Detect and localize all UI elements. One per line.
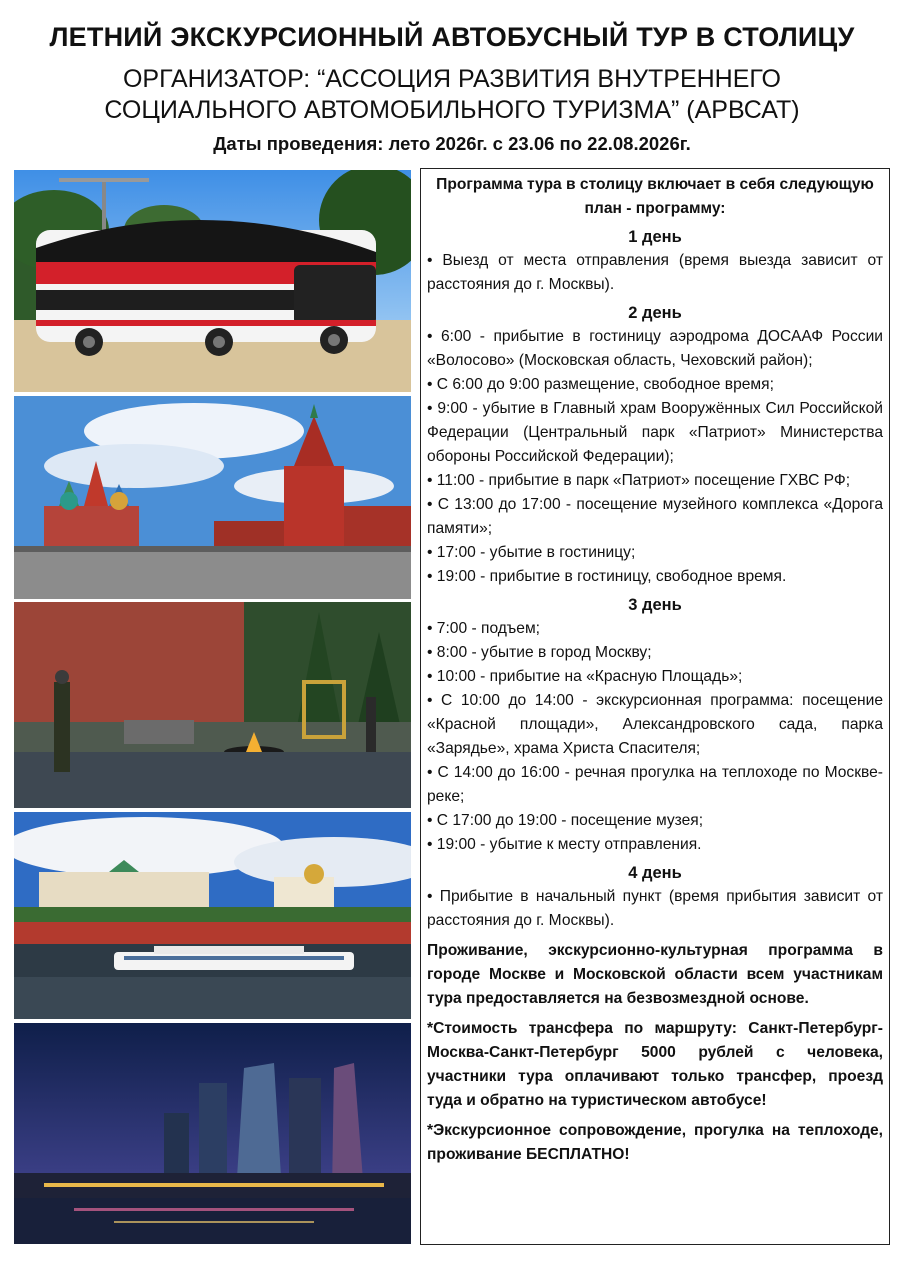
schedule-item: • 10:00 - прибытие на «Красную Площадь»; [427,668,743,685]
schedule-item: • 19:00 - убытие к месту отправления. [427,836,702,853]
red-square-photo [14,396,411,599]
day-title: 4 день [628,864,682,882]
day-title: 2 день [628,304,682,322]
eternal-flame-photo [14,602,411,808]
schedule-item: • 17:00 - убытие в гостиницу; [427,544,636,561]
moscow-city-photo [14,1023,411,1244]
organizer-line-2: СОЦИАЛЬНОГО АВТОМОБИЛЬНОГО ТУРИЗМА” (АРВСАТ) [104,96,800,124]
schedule-item: • 8:00 - убытие в город Москву; [427,644,652,661]
river-cruise-photo [14,812,411,1019]
schedule-item: • С 13:00 до 17:00 - посещение музейного комплекса «Дорога памяти»; [427,496,883,537]
schedule-item: • 11:00 - прибытие в парк «Патриот» посещение ГХВС РФ; [427,472,851,489]
schedule-item: • 6:00 - прибытие в гостиницу аэродрома ДОСААФ России «Волосово» (Московская область, Чеховский район); [427,328,883,369]
organizer [0,64,904,126]
schedule-item: • Выезд от места отправления (время выезда зависит от расстояния до г. Москвы). [427,252,883,293]
day-3 [427,593,883,857]
photo-column [14,170,411,1244]
organizer-line-1: ОРГАНИЗАТОР: “АССОЦИЯ РАЗВИТИЯ ВНУТРЕННЕГО [122,65,781,93]
page-title: ЛЕТНИЙ ЭКСКУРСИОННЫЙ АВТОБУСНЫЙ ТУР В СТОЛИЦУ [49,22,855,52]
transfer-cost-note: *Стоимость трансфера по маршруту: Санкт-Петербург-Москва-Санкт-Петербург 5000 рублей с человека, участники тура оплачивают только трансфер, проезд туда и обратно на туристическом автобусе! [427,1020,883,1109]
day-2 [427,301,883,589]
schedule-item: • 9:00 - убытие в Главный храм Вооружённых Сил Российской Федерации (Центральный парк «Патриот» Министерства обороны Российской Федерации); [427,400,883,465]
schedule-item: • Прибытие в начальный пункт (время прибытия зависит от расстояния до г. Москвы). [427,888,883,929]
day-title: 1 день [628,228,682,246]
program-intro: Программа тура в столицу включает в себя следующую план - программу: [436,176,874,217]
tour-dates: Даты проведения: лето 2026г. с 23.06 по 22.08.2026г. [213,133,691,154]
tour-program [420,168,890,1245]
free-services-note: *Экскурсионное сопровождение, прогулка на теплоходе, проживание БЕСПЛАТНО! [427,1122,883,1163]
schedule-item: • С 10:00 до 14:00 - экскурсионная программа: посещение «Красной площади», Александровского сада, парка «Зарядье», храма Христа Спасителя; [427,692,883,757]
schedule-item: • С 17:00 до 19:00 - посещение музея; [427,812,704,829]
day-1 [427,225,883,297]
bus-photo [14,170,411,392]
schedule-item: • С 6:00 до 9:00 размещение, свободное время; [427,376,774,393]
schedule-item: • 19:00 - прибытие в гостиницу, свободное время. [427,568,787,585]
day-4 [427,861,883,933]
schedule-item: • С 14:00 до 16:00 - речная прогулка на теплоходе по Москве-реке; [427,764,883,805]
day-title: 3 день [628,596,682,614]
schedule-item: • 7:00 - подъем; [427,620,541,637]
accommodation-note: Проживание, экскурсионно-культурная программа в городе Москве и Московской области всем участникам тура предоставляется на безвозмездной основе. [427,942,883,1007]
